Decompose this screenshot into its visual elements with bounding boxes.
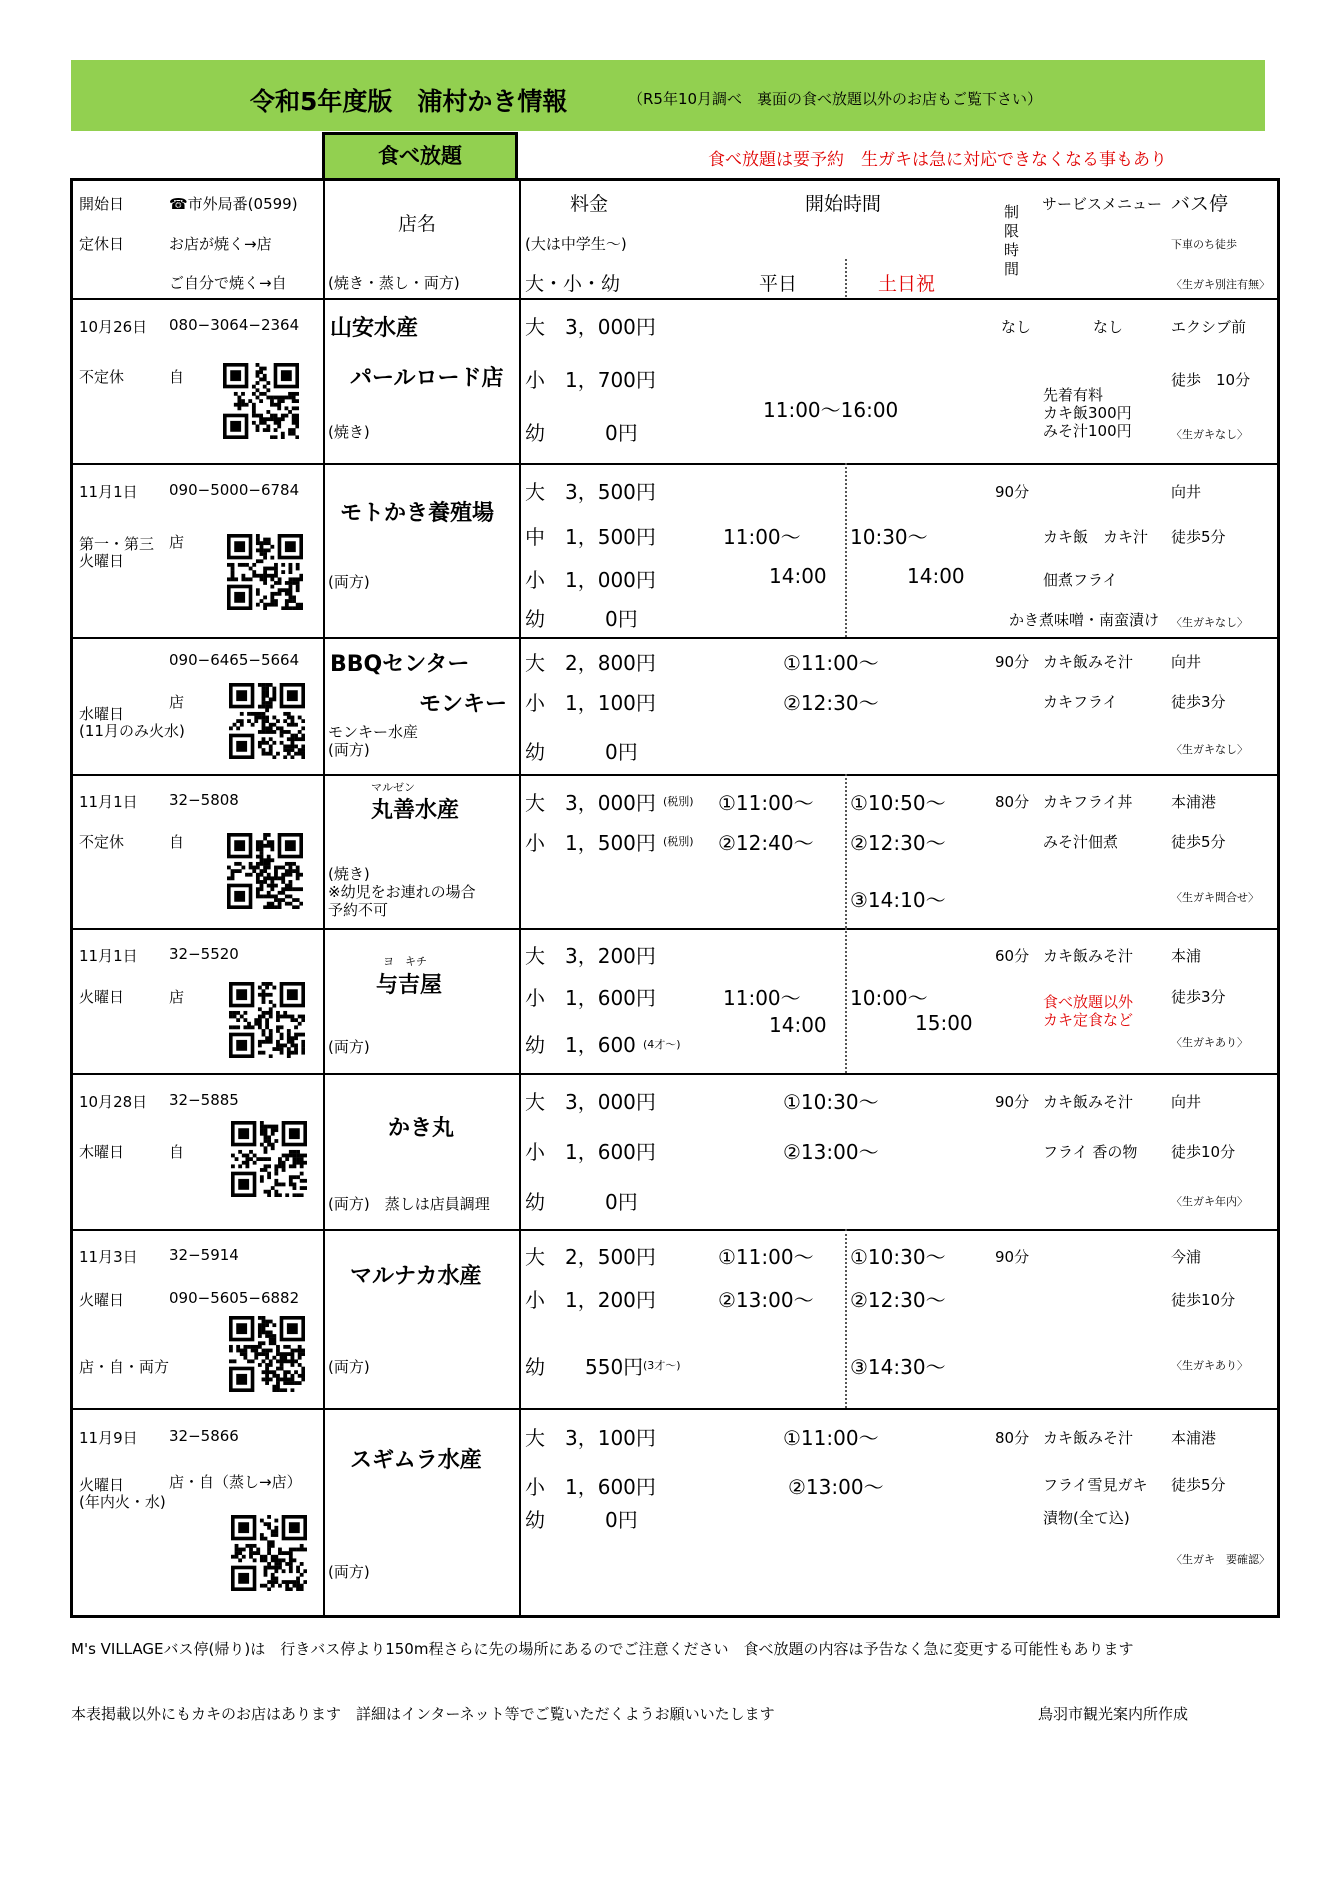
service-menu: 佃煮フライ (1043, 571, 1118, 589)
row-divider (73, 637, 1277, 639)
price-medium: 中 1，500円 (525, 525, 656, 549)
shop-branch: パールロード店 (350, 366, 504, 391)
price-infant: 幼 0円 (525, 1508, 638, 1532)
service-menu: カキフライ (1043, 693, 1118, 711)
raw-oyster-note: 〈生ガキあり〉 (1171, 1359, 1248, 1372)
start-date: 10月28日 (79, 1093, 148, 1111)
time-separator (845, 1229, 847, 1408)
time-limit: 60分 (995, 947, 1030, 965)
weekend-time: ③14:10〜 (850, 888, 946, 912)
self-cooks-legend: ご自分で焼く→自 (169, 274, 287, 292)
row-divider (73, 1073, 1277, 1075)
bus-stop-header: バス停 (1171, 193, 1229, 215)
service-menu: フライ 香の物 (1043, 1143, 1138, 1161)
service-menu: みそ汁100円 (1043, 422, 1132, 440)
cook-style-header: (焼き・蒸し・両方) (328, 274, 460, 292)
walk-time: 徒歩3分 (1171, 988, 1226, 1006)
price-note: (大は中学生～) (525, 235, 627, 253)
cook-type: 自 (169, 368, 185, 386)
weekend-time: 15:00 (915, 1011, 973, 1035)
start-time: ②12:30〜 (783, 691, 879, 715)
price-child: 小 1，000円 (525, 568, 656, 592)
service-menu: かき煮味噌・南蛮漬け (1009, 611, 1160, 629)
qr-code-icon[interactable] (231, 1121, 307, 1197)
phone-number: 32−5866 (169, 1427, 239, 1445)
phone-number: 090−6465−5664 (169, 651, 300, 669)
shop-cooks-legend: お店が焼く→店 (169, 235, 272, 253)
raw-oyster-note: 〈生ガキなし〉 (1171, 743, 1248, 756)
phone-number: 32−5808 (169, 791, 239, 809)
price-tax-note: (税別) (663, 795, 694, 808)
raw-note-header: 〈生ガキ別注有無〉 (1171, 278, 1270, 291)
start-time: ①10:30〜 (783, 1090, 879, 1114)
qr-code-icon[interactable] (229, 1316, 305, 1392)
walk-time: 徒歩10分 (1171, 1143, 1236, 1161)
price-adult: 大 3，000円 (525, 791, 656, 815)
start-day-header: 開始日 (79, 195, 125, 213)
reservation-notice: 食べ放題は要予約 生ガキは急に対応できなくなる事もあり (708, 150, 1167, 170)
row-divider (73, 774, 1277, 776)
raw-oyster-note: 〈生ガキあり〉 (1171, 1036, 1248, 1049)
shop-name: BBQセンター (330, 652, 470, 677)
qr-code-icon[interactable] (223, 363, 299, 439)
time-separator (845, 463, 847, 637)
raw-oyster-note: 〈生ガキなし〉 (1171, 428, 1248, 441)
service-menu: カキ飯みそ汁 (1043, 1429, 1134, 1447)
price-adult: 大 3，000円 (525, 1090, 656, 1114)
phone-number: 32−5885 (169, 1091, 239, 1109)
price-infant: 幼 0円 (525, 740, 638, 764)
qr-code-icon[interactable] (227, 534, 303, 610)
bus-stop: 本浦港 (1171, 793, 1217, 811)
shop-name: 山安水産 (330, 316, 419, 341)
shop-name: かき丸 (388, 1116, 455, 1141)
bus-stop: 向井 (1171, 483, 1202, 501)
phone-number: 090−5000−6784 (169, 481, 300, 499)
phone-number-mobile: 090−5605−6882 (169, 1289, 300, 1307)
oyster-shop-table (70, 178, 1280, 1618)
weekend-time: ③14:30〜 (850, 1355, 946, 1379)
start-date: 11月1日 (79, 947, 138, 965)
start-time: ②13:00〜 (788, 1475, 884, 1499)
price-child: 小 1，600円 (525, 986, 656, 1010)
service-menu: フライ雪見ガキ (1043, 1476, 1148, 1494)
shop-name-reading: ヨ キチ (383, 955, 427, 968)
price-child: 小 1，200円 (525, 1288, 656, 1312)
price-infant: 幼 1，600 (525, 1033, 636, 1057)
phone-number: 32−5520 (169, 945, 239, 963)
cook-type: 店・自・両方 (79, 1358, 170, 1376)
price-child: 小 1，100円 (525, 691, 656, 715)
bus-stop: エクシブ前 (1171, 318, 1247, 336)
walk-time: 徒歩3分 (1171, 693, 1226, 711)
weekday-time: ①11:00〜 (718, 791, 814, 815)
price-child: 小 1，600円 (525, 1475, 656, 1499)
price-adult: 大 2，500円 (525, 1245, 656, 1269)
bus-stop: 本浦港 (1171, 1429, 1217, 1447)
weekday-time: 14:00 (769, 1013, 827, 1037)
closed-day: 火曜日 (年内火・水) (79, 1476, 166, 1511)
closed-day-header: 定休日 (79, 235, 125, 253)
weekend-time: ②12:30〜 (850, 831, 946, 855)
time-separator (845, 774, 847, 928)
cook-type: 店 (169, 988, 185, 1006)
phone-number: 080−3064−2364 (169, 316, 300, 334)
price-infant: 幼 0円 (525, 607, 638, 631)
time-separator (845, 928, 847, 1073)
closed-day: 木曜日 (79, 1143, 125, 1161)
service-menu: カキ定食など (1043, 1011, 1134, 1029)
service-menu: 食べ放題以外 (1043, 993, 1134, 1011)
time-limit: 80分 (995, 1429, 1030, 1447)
service-menu: カキ飯みそ汁 (1043, 1093, 1134, 1111)
phone-number: 32−5914 (169, 1246, 239, 1264)
price-child: 小 1，600円 (525, 1140, 656, 1164)
cook-style: (両方) (328, 1038, 370, 1056)
service-menu: 漬物(全て込) (1043, 1509, 1130, 1527)
start-date: 10月26日 (79, 318, 148, 336)
walk-time: 徒歩5分 (1171, 1476, 1226, 1494)
shop-name-reading: マルゼン (371, 781, 415, 794)
cook-type: 店・自（蒸し→店） (169, 1473, 302, 1491)
walk-time: 徒歩 10分 (1171, 371, 1251, 389)
bus-stop: 向井 (1171, 1093, 1202, 1111)
start-date: 11月3日 (79, 1248, 138, 1266)
shop-name: マルナカ水産 (350, 1264, 482, 1289)
time-limit: 90分 (995, 1093, 1030, 1111)
bus-stop-notice: M's VILLAGEバス停(帰り)は 行きバス停より150m程さらに先の場所にあるのでご注意ください 食べ放題の内容は予告なく急に変更する可能性もあります (71, 1640, 1134, 1658)
weekend-time: ①10:50〜 (850, 791, 946, 815)
price-adult: 大 3，100円 (525, 1426, 656, 1450)
start-date: 11月1日 (79, 793, 138, 811)
weekend-time: 10:00〜 (850, 986, 928, 1010)
weekday-time: ①11:00〜 (718, 1245, 814, 1269)
start-time: ①11:00〜 (783, 1426, 879, 1450)
shop-name: モトかき養殖場 (340, 501, 495, 526)
time-limit: 80分 (995, 793, 1030, 811)
closed-day: 不定休 (79, 368, 125, 386)
cook-style: (両方) 蒸しは店員調理 (328, 1195, 490, 1213)
walk-time: 徒歩5分 (1171, 528, 1226, 546)
cook-style: (焼き) (328, 423, 370, 441)
price-adult: 大 3，200円 (525, 944, 656, 968)
service-menu-header: サービスメニュー (1042, 195, 1163, 213)
price-adult: 大 2，800円 (525, 651, 656, 675)
shop-name: 丸善水産 (371, 798, 460, 823)
start-time: ①11:00〜 (783, 651, 879, 675)
price-age-note: (3才〜) (643, 1359, 681, 1372)
raw-oyster-note: 〈生ガキなし〉 (1171, 616, 1248, 629)
row-divider (73, 1408, 1277, 1410)
service-menu: カキ飯みそ汁 (1043, 947, 1134, 965)
service-menu: なし (1093, 318, 1124, 336)
cook-style: (両方) (328, 573, 370, 591)
time-separator (845, 259, 847, 297)
price-infant: 幼 550円 (525, 1355, 644, 1379)
price-adult: 大 3，500円 (525, 480, 656, 504)
shop-name: 与吉屋 (376, 973, 443, 998)
price-header: 料金 (570, 193, 609, 215)
shop-name-header: 店名 (398, 213, 437, 235)
service-menu: カキフライ丼 (1043, 793, 1133, 811)
page-subtitle: （R5年10月調べ 裏面の食べ放題以外のお店もご覧下さい） (628, 90, 1043, 108)
service-menu: 先着有料 (1043, 386, 1104, 404)
walk-time: 徒歩5分 (1171, 833, 1226, 851)
weekday-time: 11:00〜 (723, 986, 801, 1010)
time-limit: なし (1001, 318, 1032, 336)
walk-time: 徒歩10分 (1171, 1291, 1236, 1309)
weekday-time: 11:00〜 (723, 525, 801, 549)
weekend-time: ②12:30〜 (850, 1288, 946, 1312)
weekday-header: 平日 (759, 273, 798, 295)
walk-note-header: 下車のち徒歩 (1171, 238, 1237, 251)
service-menu: みそ汁佃煮 (1043, 833, 1119, 851)
all-you-can-eat-tab: 食べ放題 (322, 132, 518, 178)
credit: 鳥羽市観光案内所作成 (1038, 1705, 1189, 1723)
qr-code-icon[interactable] (229, 982, 305, 1058)
weekday-time: 14:00 (769, 564, 827, 588)
more-shops-notice: 本表掲載以外にもカキのお店はあります 詳細はインターネット等でご覧いただくようお願いいたします (71, 1705, 775, 1723)
col-divider (323, 181, 325, 1615)
phone-header: ☎市外局番(0599) (169, 195, 298, 213)
weekday-time: ②13:00〜 (718, 1288, 814, 1312)
start-time: ②13:00〜 (783, 1140, 879, 1164)
price-adult: 大 3，000円 (525, 315, 656, 339)
cook-type: 店 (169, 693, 185, 711)
shop-name: スギムラ水産 (350, 1448, 482, 1473)
col-divider (519, 181, 521, 1615)
closed-day: 火曜日 (79, 1291, 125, 1309)
service-menu: カキ飯みそ汁 (1043, 653, 1134, 671)
bus-stop: 今浦 (1171, 1248, 1202, 1266)
start-time-header: 開始時間 (805, 193, 882, 215)
bus-stop: 本浦 (1171, 947, 1202, 965)
closed-day: 水曜日 (11月のみ火水) (79, 705, 185, 740)
weekend-time: 14:00 (907, 564, 965, 588)
page-title: 令和5年度版 浦村かき情報 (250, 87, 568, 116)
shop-name-second-line: モンキー (419, 692, 508, 717)
cook-style: (両方) (328, 1563, 370, 1581)
price-tax-note: (税別) (663, 835, 694, 848)
price-infant: 幼 0円 (525, 421, 638, 445)
start-date: 11月9日 (79, 1429, 138, 1447)
raw-oyster-note: 〈生ガキ年内〉 (1171, 1195, 1248, 1208)
open-hours: 11:00〜16:00 (763, 398, 899, 422)
row-divider (73, 928, 1277, 930)
cook-type: 自 (169, 833, 185, 851)
cook-style: (焼き) ※幼児をお連れの場合 予約不可 (328, 865, 476, 919)
weekday-time: ②12:40〜 (718, 831, 814, 855)
closed-day: 不定休 (79, 833, 125, 851)
time-limit: 90分 (995, 653, 1030, 671)
qr-code-icon[interactable] (229, 683, 305, 759)
row-divider (73, 1229, 1277, 1231)
weekend-time: ①10:30〜 (850, 1245, 946, 1269)
time-limit: 90分 (995, 483, 1030, 501)
cook-style: (両方) (328, 1358, 370, 1376)
service-menu: カキ飯300円 (1043, 404, 1132, 422)
price-age-note: (4才〜) (643, 1038, 681, 1051)
qr-code-icon[interactable] (227, 833, 303, 909)
service-menu: カキ飯 カキ汁 (1043, 528, 1149, 546)
price-infant: 幼 0円 (525, 1190, 638, 1214)
raw-oyster-note: 〈生ガキ 要確認〉 (1171, 1553, 1270, 1566)
qr-code-icon[interactable] (231, 1515, 307, 1591)
price-child: 小 1，500円 (525, 831, 656, 855)
cook-style: モンキー水産 (両方) (328, 723, 419, 759)
time-limit: 90分 (995, 1248, 1030, 1266)
time-limit-header: 制 限 時 間 (1004, 203, 1020, 278)
row-divider (73, 298, 1277, 300)
start-date: 11月1日 (79, 483, 138, 501)
price-sizes-header: 大・小・幼 (525, 273, 621, 295)
row-divider (73, 463, 1277, 465)
weekend-header: 土日祝 (878, 273, 936, 295)
raw-oyster-note: 〈生ガキ問合せ〉 (1171, 891, 1259, 904)
closed-day: 火曜日 (79, 988, 125, 1006)
closed-day: 第一・第三 火曜日 (79, 535, 155, 570)
cook-type: 店 (169, 533, 185, 551)
bus-stop: 向井 (1171, 653, 1202, 671)
weekend-time: 10:30〜 (850, 525, 928, 549)
price-child: 小 1，700円 (525, 368, 656, 392)
cook-type: 自 (169, 1143, 185, 1161)
